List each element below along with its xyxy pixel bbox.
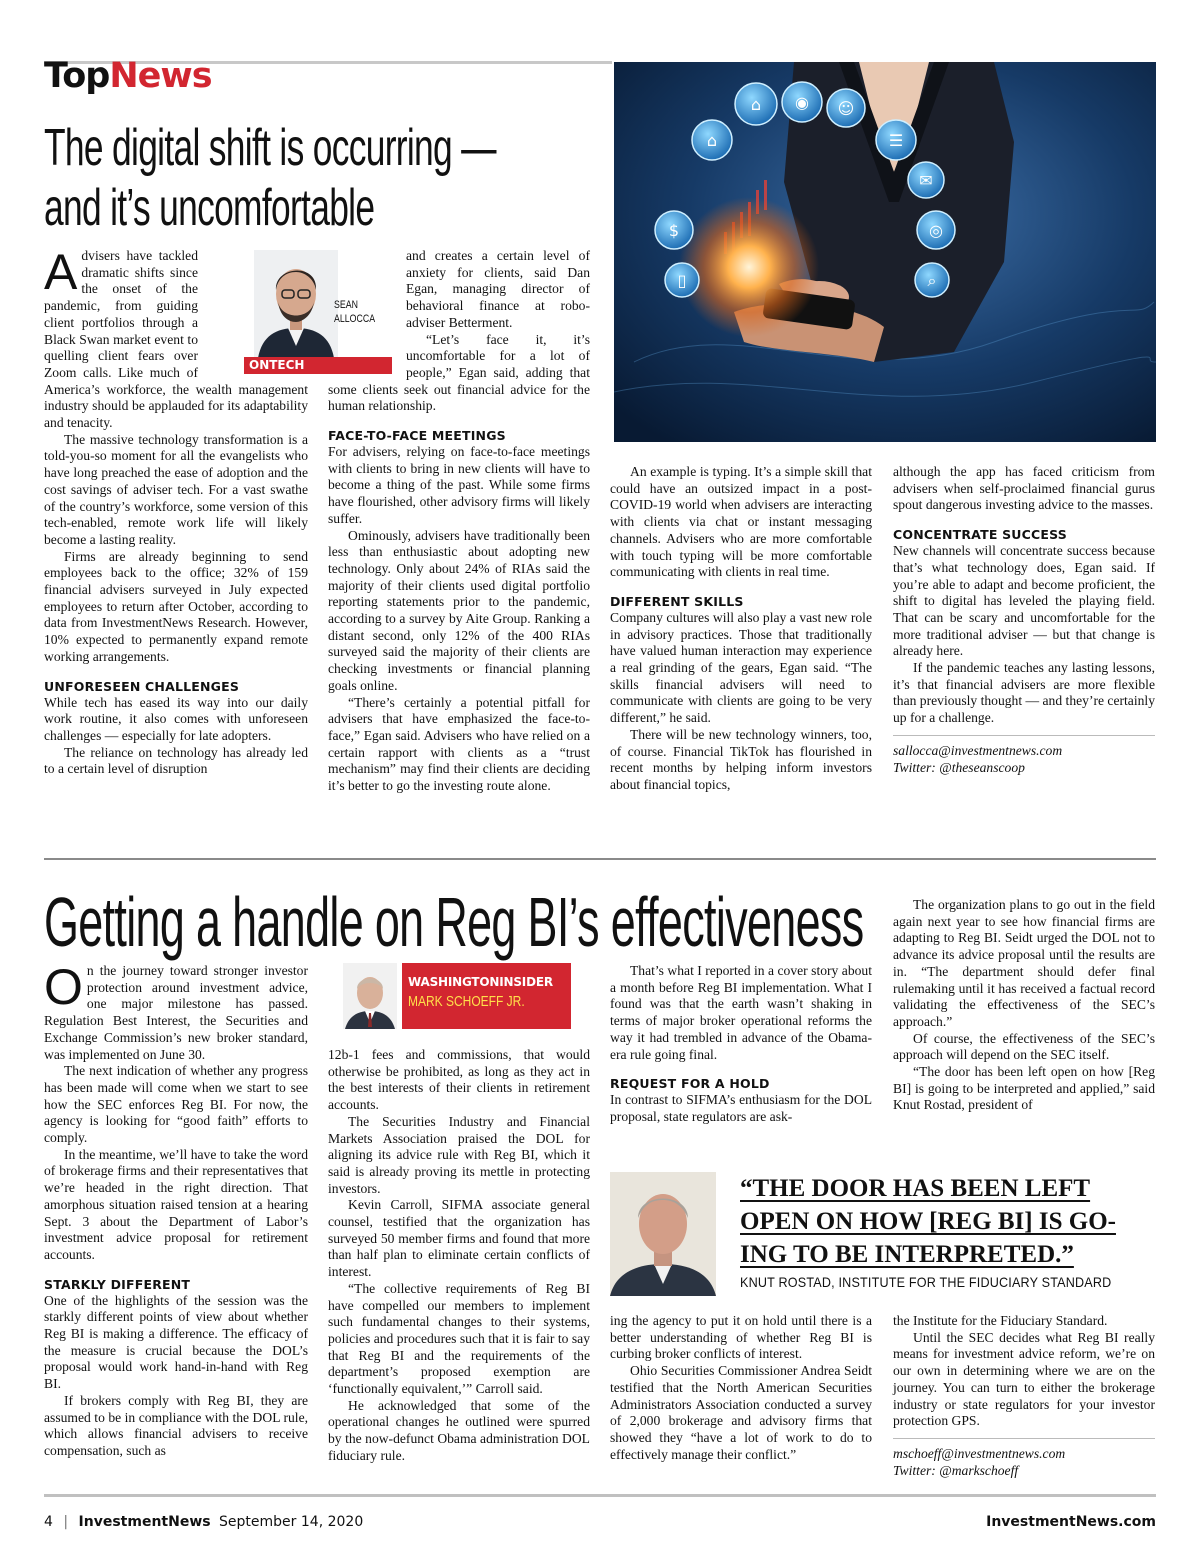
story1-paragraph: The reliance on technology has already led to a certain level of disruption xyxy=(44,744,308,777)
story1-contact xyxy=(893,742,1155,776)
pullquote-attribution: KNUT ROSTAD, INSTITUTE FOR THE FIDUCIARY STANDARD xyxy=(740,1274,1112,1290)
story1-paragraph: There will be new technology winners, too, of course. Financial TikTok has flourished in recent months by helping inform investors about financial topics, xyxy=(610,726,872,792)
story1-column-1 xyxy=(44,244,308,778)
svg-text:☺: ☺ xyxy=(837,99,855,118)
story2-author-email[interactable]: mschoeff@investmentnews.com xyxy=(893,1445,1066,1461)
story1-column-4 xyxy=(893,464,1155,776)
columnist-name-last: ALLOCCA xyxy=(334,313,376,325)
story2-column-3-top xyxy=(610,963,872,1126)
svg-text:⌕: ⌕ xyxy=(927,271,937,290)
story2-author-twitter: Twitter: @markschoeff xyxy=(893,1462,1019,1478)
story1-paragraph: While tech has eased its way into our daily work routine, it also comes with unforeseen challenges — especially for late adopters. xyxy=(44,694,308,743)
story1-headline xyxy=(44,118,496,238)
svg-text:✉: ✉ xyxy=(919,171,933,190)
svg-text:$: $ xyxy=(668,221,680,240)
story1-headline-line1: The digital shift is occurring — xyxy=(44,119,496,177)
pullquote-photo xyxy=(610,1172,716,1296)
story1-column-3 xyxy=(610,464,872,794)
story1-paragraph: New channels will concentrate success because that’s what technology does, Egan said. If you’re able to adapt and become proficient, the shift to digital has leveled the playing field. That can be scary and uncomfortable for the more traditional adviser — but that change is already here. xyxy=(893,543,1155,659)
ontech-label: ONTECH xyxy=(249,358,305,372)
story1-paragraph: Ominously, advisers have traditionally been less than enthusiastic about adopting new technology. Only about 24% of RIAs said the majority of their clients used digital portfolio reporting statements prior to the pandemic, according to a survey by Aite Group. Ranking a distant second, only 12% of the 400 RIAs surveyed said the majority of their clients are checking investments or financial planning goals online. xyxy=(328,527,590,693)
story1-subhead-different-skills: DIFFERENT SKILLS xyxy=(610,593,744,609)
story2-column-1 xyxy=(44,959,308,1460)
story2-paragraph: If brokers comply with Reg BI, they are assumed to be in compliance with the DOL rule, which allows financial advisers to receive compensation, such as xyxy=(44,1392,308,1458)
story1-subhead-unforeseen: UNFORESEEN CHALLENGES xyxy=(44,678,240,694)
story2-column-4-top xyxy=(893,897,1155,1114)
svg-text:◎: ◎ xyxy=(929,221,943,240)
footer-website[interactable]: InvestmentNews.com xyxy=(986,1514,1156,1530)
hero-illustration xyxy=(614,62,1156,442)
story2-paragraph: That’s what I reported in a cover story about a month before Reg BI implementation. What I found was that the earth wasn’t shaking in terms of major broker operational reforms the way it had trembled in advance of the Obama-era rule going final. xyxy=(610,963,872,1062)
columnist-name-mark: MARK SCHOEFF JR. xyxy=(408,993,525,1010)
pullquote-line3: ING TO BE INTERPRETED.” xyxy=(740,1241,1074,1268)
svg-text:▯: ▯ xyxy=(677,271,687,290)
story2-paragraph: n the journey toward stronger investor protection around investment advice, one major milestone has passed. Regulation Best Interest, the Securities and Exchange Commission’s new broker standard, was implemented on June 30. xyxy=(44,963,308,1062)
contact-divider xyxy=(893,735,1155,736)
story2-column-2 xyxy=(328,1047,590,1465)
story2-contact xyxy=(893,1445,1155,1479)
story2-paragraph: In the meantime, we’ll have to take the word of brokerage firms and their representatives that we’re headed in the right direction. That amorphous situation raised tension at a hearing Sept. 3 about the Department of Labor’s investment advice proposal for retirement accounts. xyxy=(44,1146,308,1262)
section-divider xyxy=(44,858,1156,860)
publication-name: InvestmentNews xyxy=(78,1514,211,1530)
story2-paragraph: He acknowledged that some of the operational changes he outlined were spurred by the now-defunct Obama administration DOL fiduciary rule. xyxy=(328,1397,590,1463)
story2-paragraph: “The collective requirements of Reg BI have compelled our members to implement such fundamental changes to their systems, policies and procedures such that it is fair to say that Reg BI and the requirements of the department’s proposed exemption are ‘functionally equivalent,’” Carroll said. xyxy=(328,1280,590,1397)
footer-separator: | xyxy=(63,1514,69,1530)
svg-text:⌂: ⌂ xyxy=(706,131,718,150)
story2-paragraph: In contrast to SIFMA’s enthusiasm for the DOL proposal, state regulators are ask- xyxy=(610,1092,872,1124)
svg-text:⌂: ⌂ xyxy=(750,95,762,114)
washington-insider-bar xyxy=(402,963,571,1029)
story2-paragraph: One of the highlights of the session was the starkly different points of view about whether Reg BI is making a difference. The efficacy of the measure is crucial because the DOL’s proposal would work hand-in-hand with Reg BI. xyxy=(44,1292,308,1392)
story2-columnist-box xyxy=(343,963,571,1029)
washington-insider-part1: WASHINGTON xyxy=(408,975,500,989)
page-number: 4 xyxy=(44,1514,53,1530)
washington-insider-part2: INSIDER xyxy=(499,975,553,989)
columnist-name-first: SEAN xyxy=(334,299,358,311)
footer-left xyxy=(44,1514,363,1530)
knut-rostad-photo xyxy=(610,1172,716,1296)
story1-dropcap: A xyxy=(44,244,78,300)
story1-author-twitter: Twitter: @theseanscoop xyxy=(893,759,1025,775)
hero-image xyxy=(614,62,1156,442)
story2-column-4-bottom xyxy=(893,1313,1155,1479)
issue-date: September 14, 2020 xyxy=(219,1514,364,1530)
story1-paragraph: If the pandemic teaches any lasting lessons, it’s that financial advisers are more flexible than previously thought — and they’re certainly up for a challenge. xyxy=(893,660,1155,726)
story2-paragraph: Until the SEC decides what Reg BI really means for investment advice reform, we’re on our own in determining where we are on the journey. You can turn to either the brokerage industry or state regulators for your investor protection GPS. xyxy=(893,1329,1155,1429)
story2-paragraph: Of course, the effectiveness of the SEC’s approach will depend on the SEC itself. xyxy=(893,1030,1155,1063)
story2-paragraph: “The door has been left open on how [Reg BI] is going to be interpreted and applied,” said Knut Rostad, president of xyxy=(893,1064,1155,1113)
story1-paragraph: and creates a certain level of anxiety for clients, said Dan Egan, managing director of behavioral finance at robo-adviser Betterment. xyxy=(406,248,590,330)
story2-paragraph: The Securities Industry and Financial Markets Association praised the DOL for aligning its advice rule with Reg BI, which it said is already proving its mettle in protecting investors. xyxy=(328,1113,590,1196)
story2-paragraph: The next indication of whether any progress has been made will come when we start to see how the SEC enforces Reg BI. For now, the agency is looking for “good faith” efforts to comply. xyxy=(44,1063,308,1146)
story1-paragraph: “Let’s face it, it’s uncomfortable for a lot of people,” Egan said, adding that some clients seek out financial advice for the human relationship. xyxy=(328,331,590,414)
story1-paragraph: Company cultures will also play a vast new role in advisory practices. Those that traditionally have valued human interaction may experience a real grinding of the gears, Egan said. “The skills financial advisers will need to communicate with clients are going to be very different,” he said. xyxy=(610,609,872,726)
story2-subhead-request: REQUEST FOR A HOLD xyxy=(610,1076,770,1092)
story2-headline: Getting a handle on Reg BI’s effectiveness xyxy=(44,883,864,961)
story2-subhead-starkly: STARKLY DIFFERENT xyxy=(44,1276,191,1292)
story1-column-2 xyxy=(328,248,590,795)
footer-rule xyxy=(44,1494,1156,1497)
columnist-box-spacer xyxy=(198,248,308,378)
story2-paragraph: Ohio Securities Commissioner Andrea Seidt testified that the North American Securities Administrators Association conducted a survey of 2,000 brokerage and advisory firms that showed they “have a lot of work to do to effectively manage their conflict.” xyxy=(610,1363,872,1462)
story2-paragraph: Kevin Carroll, SIFMA associate general counsel, testified that the organization has surveyed 50 member firms and found that more than half plan to eliminate certain conflicts of interest. xyxy=(328,1197,590,1280)
columnist-photo-mark xyxy=(343,963,397,1029)
story1-subhead-face-to-face: FACE-TO-FACE MEETINGS xyxy=(328,428,506,444)
story2-paragraph: ing the agency to put it on hold until there is a better understanding of whether Reg BI is curbing broker conflicts of interest. xyxy=(610,1313,872,1362)
story1-subhead-concentrate: CONCENTRATE SUCCESS xyxy=(893,527,1067,543)
section-label xyxy=(44,56,212,96)
svg-text:◉: ◉ xyxy=(795,93,809,112)
washington-insider-label xyxy=(408,975,553,989)
story1-paragraph: For advisers, relying on face-to-face meetings with clients to bring in new clients will have to become a thing of the past. While some firms have flourished, other advisory firms will likely suffer. xyxy=(328,444,590,526)
story1-paragraph: An example is typing. It’s a simple skill that could have an outsized impact in a post-COVID-19 world when advisers are interacting with clients via chat or instant messaging channels. Advisers who are more comfortable with touch typing will be more comfortable communicating with clients in real time. xyxy=(610,464,872,580)
story2-paragraph: the Institute for the Fiduciary Standard. xyxy=(893,1313,1108,1328)
section-label-news: News xyxy=(109,56,212,96)
columnist-box-spacer xyxy=(328,248,406,380)
story2-paragraph: The organization plans to go out in the field again next year to see how financial firms are adapting to Reg BI. Seidt urged the DOL not to advance its advice proposal until the results are in. “The department should defer final rulemaking until it has received a factual record validating the effectiveness of the SEC’s approach.” xyxy=(893,897,1155,1029)
story1-headline-line2: and it’s uncomfortable xyxy=(44,179,375,237)
contact-divider xyxy=(893,1438,1155,1439)
pullquote-line1: “THE DOOR HAS BEEN LEFT xyxy=(740,1175,1091,1202)
pullquote-text xyxy=(740,1172,1160,1271)
story2-paragraph: 12b-1 fees and commissions, that would otherwise be prohibited, as long as they act in the best interests of their clients in retirement accounts. xyxy=(328,1047,590,1113)
story1-paragraph: dvisers have tackled dramatic shifts since the onset of the pandemic, from guiding client portfolios through a Black Swan market event to quelling client fears over Zoom calls. Like much of America’s workforce, the wealth management industry should be applauded for its adaptability and tenacity. xyxy=(44,248,308,431)
story1-author-email[interactable]: sallocca@investmentnews.com xyxy=(893,742,1063,758)
story2-column-3-bottom xyxy=(610,1313,872,1463)
story1-paragraph: although the app has faced criticism from advisers when self-proclaimed financial gurus spout dangerous investing advice to the masses. xyxy=(893,464,1155,513)
section-label-top: Top xyxy=(44,56,110,96)
story1-paragraph: “There’s certainly a potential pitfall for advisers that have emphasized the face-to-face,” Egan said. Advisers who have relied on a certain rapport with clients as a “trust mechanism” may find their clients are deciding it’s better to go the investing route alone. xyxy=(328,694,590,794)
pullquote-line2: OPEN ON HOW [REG BI] IS GO- xyxy=(740,1208,1116,1235)
story1-paragraph: Firms are already beginning to send employees back to the office; 32% of 159 financial advisers surveyed in July expected employees to return after October, according to data from InvestmentNews Research. However, 10% expected to permanently expand remote working arrangements. xyxy=(44,548,308,664)
story1-paragraph: The massive technology transformation is a told-you-so moment for all the evangelists who have long preached the ease of adoption and the cost savings of adviser tech. For a vast swathe of the country’s workforce, some version of this tech-enabled, remote work life will likely become a lasting reality. xyxy=(44,431,308,547)
svg-text:☰: ☰ xyxy=(888,131,904,150)
story2-dropcap: O xyxy=(44,959,83,1015)
